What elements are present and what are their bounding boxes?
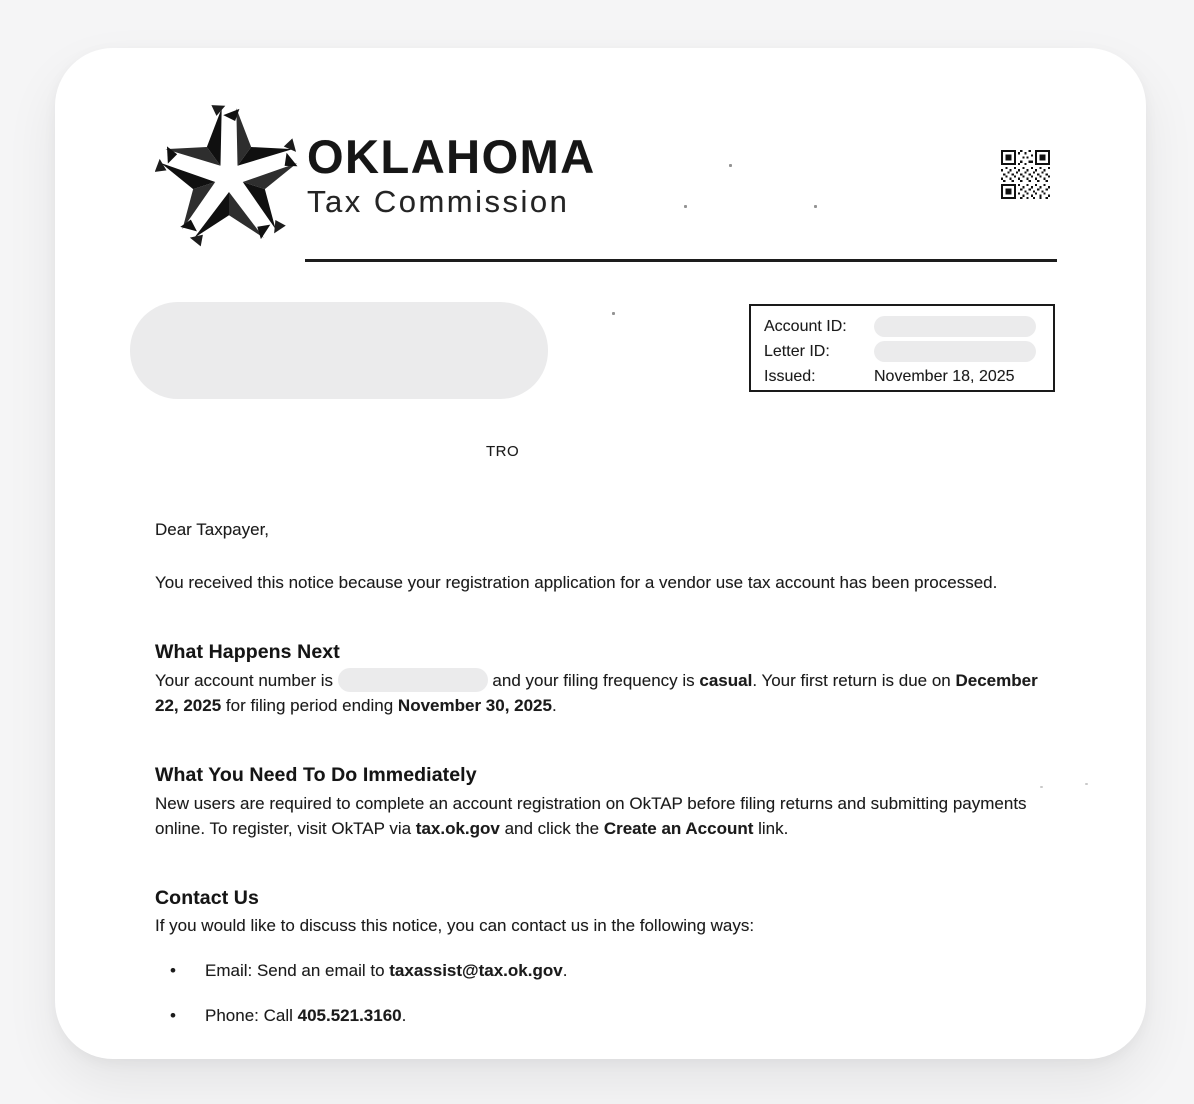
body-text: link. (753, 819, 789, 838)
body-text: . (401, 1006, 407, 1025)
info-row-letter-id (764, 339, 1043, 364)
contact-phone-text (205, 1004, 406, 1028)
body-text: . (551, 696, 557, 715)
website-text: tax.ok.gov (415, 819, 500, 838)
body-text: and click the (499, 819, 604, 838)
address-row (155, 302, 1046, 399)
scan-speck (1040, 786, 1043, 788)
body-text: for filing period ending (221, 696, 398, 715)
org-name: OKLAHOMA (307, 130, 596, 183)
filing-frequency-value: casual (699, 671, 753, 690)
body-text: . (562, 961, 568, 980)
contact-intro: If you would like to discuss this notice, you can contact us in the following ways: (155, 916, 755, 935)
body-text: and your filing frequency is (487, 671, 700, 690)
scan-speck (612, 312, 615, 315)
bullet-icon: • (170, 1006, 176, 1025)
body-text: Phone: Call (205, 1006, 298, 1025)
contact-email-address: taxassist@tax.ok.gov (389, 961, 563, 980)
oklahoma-star-logo-icon (155, 105, 303, 250)
letter-type-code: TRO (486, 443, 520, 460)
scan-speck (814, 205, 817, 208)
section-heading: Contact Us (155, 887, 259, 909)
info-label: Account ID: (764, 317, 847, 335)
intro-paragraph: You received this notice because your registration application for a vendor use tax account has been processed. (155, 573, 998, 592)
qr-code-icon (999, 148, 1052, 201)
letterhead-text (307, 105, 596, 217)
return-due-date: December 22, 2025 (155, 671, 1038, 715)
account-id-redaction (874, 316, 1036, 337)
scan-speck (729, 164, 732, 167)
letter-id-redaction (874, 341, 1036, 362)
org-subtitle: Tax Commission (307, 184, 570, 219)
recipient-address-redaction (130, 302, 548, 399)
info-row-issued (764, 364, 1043, 389)
account-info-box (749, 304, 1055, 392)
body-text: . Your first return is due on (752, 671, 956, 690)
section-body (155, 668, 1046, 718)
section-what-you-need-to-do (155, 764, 1046, 841)
contact-phone-number: 405.521.3160 (297, 1006, 402, 1025)
info-row-account-id (764, 314, 1043, 339)
body-text: New users are required to complete an account registration on OkTAP before filing returns and submitting payments online. To register, visit OkTAP via (155, 794, 1027, 838)
section-heading: What You Need To Do Immediately (155, 764, 477, 786)
section-what-happens-next (155, 641, 1046, 718)
create-account-link-text: Create an Account (603, 819, 754, 838)
section-heading: What Happens Next (155, 641, 340, 663)
scan-speck (684, 205, 687, 208)
account-number-redaction (338, 668, 488, 692)
info-label: Issued: (764, 367, 816, 385)
issued-date: November 18, 2025 (874, 367, 1015, 385)
letterhead-divider (305, 259, 1057, 262)
salutation: Dear Taxpayer, (155, 520, 270, 539)
letterhead (155, 105, 1046, 250)
list-item-phone (155, 1004, 1046, 1028)
bullet-icon: • (170, 961, 176, 980)
list-item-email (155, 959, 1046, 983)
scan-speck (1085, 783, 1088, 785)
section-contact-us (155, 887, 1046, 1028)
body-text: Your account number is (155, 671, 338, 690)
info-label: Letter ID: (764, 342, 830, 360)
body-text: Email: Send an email to (205, 961, 390, 980)
filing-period-end-date: November 30, 2025 (397, 696, 552, 715)
section-body (155, 791, 1046, 841)
letter-document (55, 48, 1146, 1059)
contact-email-text (205, 959, 567, 983)
contact-list (155, 959, 1046, 1028)
